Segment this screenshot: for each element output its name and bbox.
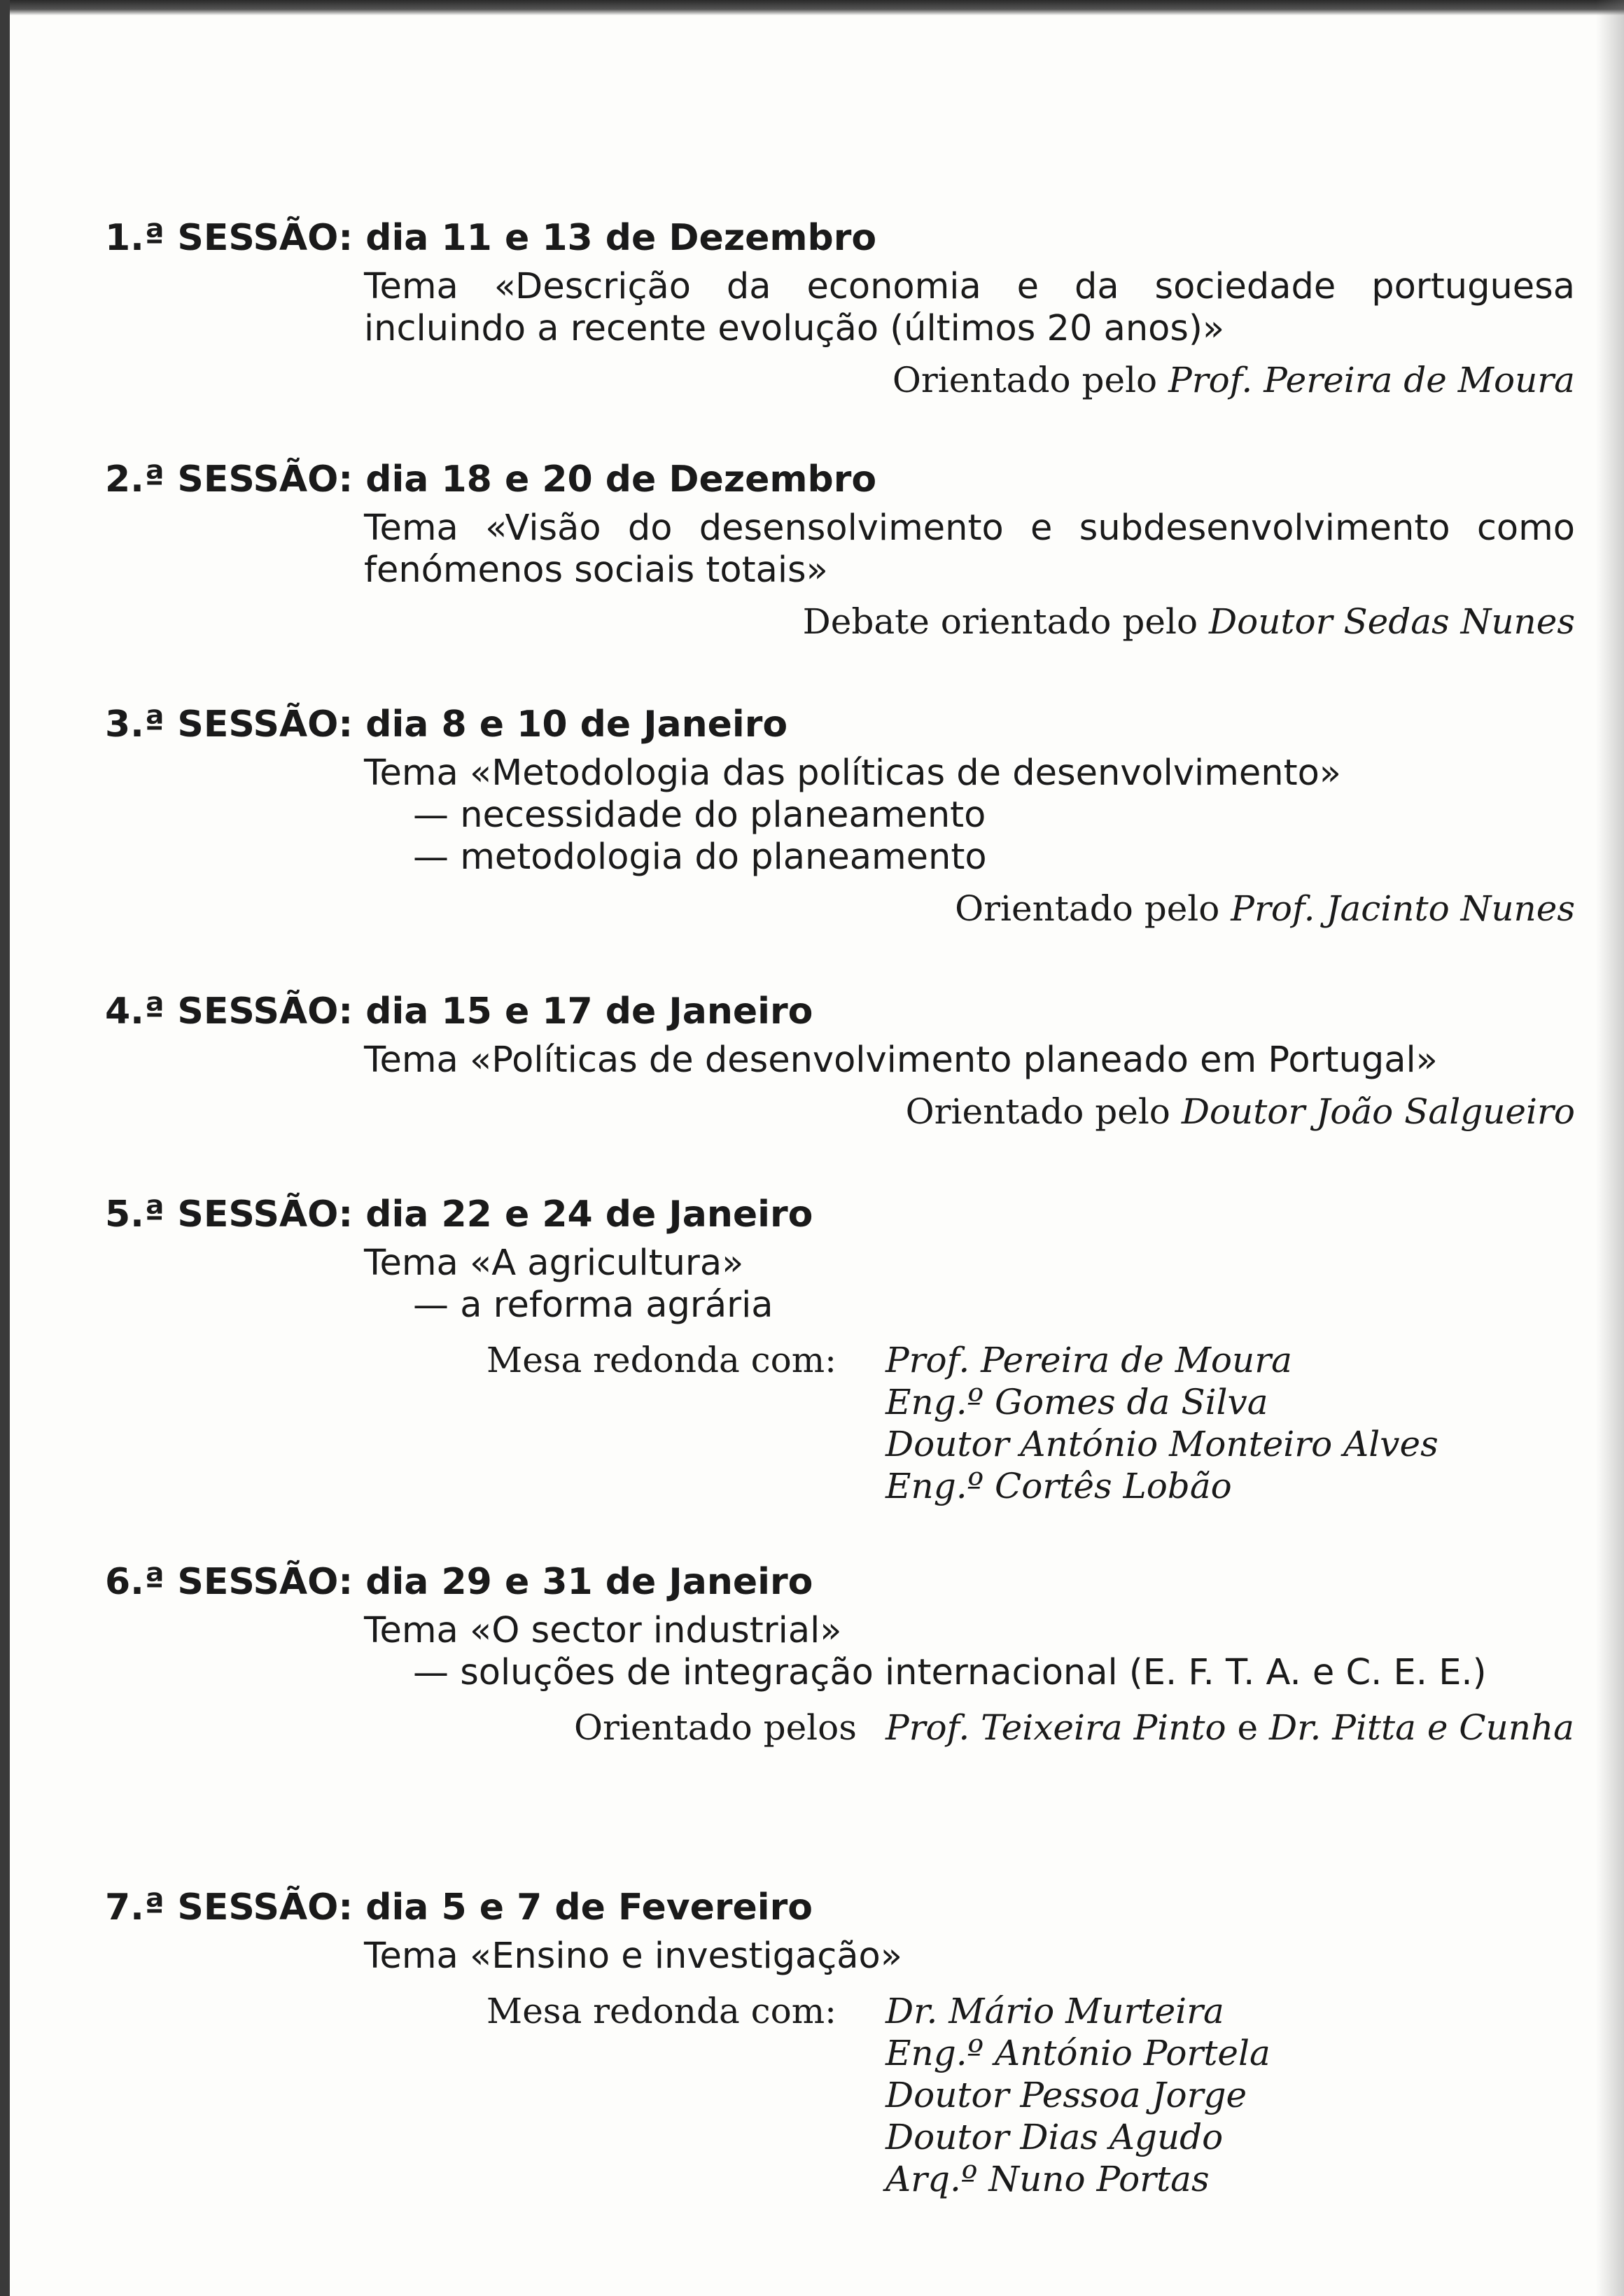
panel-discussion bbox=[105, 1990, 1491, 2200]
moderator-prefix: Orientado pelo bbox=[955, 888, 1231, 929]
moderator-name: Prof. Jacinto Nunes bbox=[1231, 888, 1575, 929]
panel-member: Eng.º António Portela bbox=[886, 2033, 1270, 2073]
session-moderator bbox=[105, 360, 1575, 400]
session-heading: 5.ª SESSÃO: dia 22 e 24 de Janeiro bbox=[105, 1194, 813, 1236]
theme-subitem: — a reforma agrária bbox=[413, 1284, 774, 1326]
session-theme: Tema «Metodologia das políticas de desenvolvimento» bbox=[364, 752, 1341, 794]
moderator-prefix: Orientado pelo bbox=[892, 360, 1169, 400]
session-5 bbox=[105, 1194, 1491, 1507]
session-moderator bbox=[105, 888, 1575, 929]
session-4 bbox=[105, 990, 1575, 1132]
session-3 bbox=[105, 704, 1575, 929]
session-theme: Tema «Descrição da economia e da sociedade portuguesa incluindo a recente evolução (últimos 20 anos)» bbox=[364, 266, 1575, 349]
moderator-join: e bbox=[1226, 1707, 1270, 1748]
moderator-prefix: Debate orientado pelo bbox=[802, 601, 1209, 642]
panel-members bbox=[886, 1990, 1586, 2200]
session-heading: 4.ª SESSÃO: dia 15 e 17 de Janeiro bbox=[105, 990, 813, 1032]
panel-member: Dr. Mário Murteira bbox=[886, 1991, 1224, 2031]
session-theme: Tema «Políticas de desenvolvimento planeado em Portugal» bbox=[364, 1040, 1438, 1081]
panel-label: Mesa redonda com: bbox=[486, 1991, 837, 2031]
panel-member: Eng.º Cortês Lobão bbox=[886, 1466, 1232, 1506]
session-heading: 6.ª SESSÃO: dia 29 e 31 de Janeiro bbox=[105, 1561, 813, 1603]
session-moderators bbox=[105, 1707, 1574, 1749]
session-moderator bbox=[105, 601, 1575, 642]
session-heading: 3.ª SESSÃO: dia 8 e 10 de Janeiro bbox=[105, 704, 788, 746]
session-2 bbox=[105, 458, 1575, 642]
session-heading: 2.ª SESSÃO: dia 18 e 20 de Dezembro bbox=[105, 458, 877, 500]
panel-label: Mesa redonda com: bbox=[486, 1340, 837, 1380]
scan-edge-left bbox=[0, 0, 10, 2296]
panel-member: Doutor Pessoa Jorge bbox=[886, 2075, 1247, 2115]
moderators-label: Orientado pelos bbox=[574, 1707, 857, 1748]
theme-subitem: — metodologia do planeamento bbox=[413, 836, 987, 878]
session-theme: Tema «Ensino e investigação» bbox=[364, 1935, 902, 1977]
session-moderator bbox=[105, 1091, 1575, 1132]
session-heading: 1.ª SESSÃO: dia 11 e 13 de Dezembro bbox=[105, 217, 877, 259]
panel-member: Eng.º Gomes da Silva bbox=[886, 1382, 1268, 1422]
panel-member: Arq.º Nuno Portas bbox=[886, 2159, 1210, 2199]
moderator-name: Prof. Teixeira Pinto bbox=[886, 1707, 1226, 1748]
panel-member: Doutor António Monteiro Alves bbox=[886, 1424, 1438, 1464]
session-6 bbox=[105, 1561, 1574, 1749]
moderator-names bbox=[886, 1707, 1586, 1749]
session-1 bbox=[105, 217, 1575, 400]
moderator-name: Dr. Pitta e Cunha bbox=[1269, 1707, 1574, 1748]
session-7 bbox=[105, 1886, 1491, 2200]
scan-edge-right bbox=[1596, 0, 1624, 2296]
session-theme: Tema «Visão do desensolvimento e subdesenvolvimento como fenómenos sociais totais» bbox=[364, 507, 1575, 591]
session-heading: 7.ª SESSÃO: dia 5 e 7 de Fevereiro bbox=[105, 1886, 813, 1928]
scan-edge-top bbox=[0, 0, 1624, 15]
panel-discussion bbox=[105, 1339, 1491, 1507]
panel-member: Prof. Pereira de Moura bbox=[886, 1340, 1292, 1380]
moderator-prefix: Orientado pelo bbox=[905, 1091, 1182, 1132]
theme-subitem: — necessidade do planeamento bbox=[413, 794, 986, 836]
panel-members bbox=[886, 1339, 1586, 1507]
theme-subitem: — soluções de integração internacional (E. F. T. A. e C. E. E.) bbox=[413, 1652, 1487, 1693]
panel-member: Doutor Dias Agudo bbox=[886, 2117, 1224, 2157]
session-theme: Tema «A agricultura» bbox=[364, 1242, 744, 1284]
session-theme: Tema «O sector industrial» bbox=[364, 1610, 842, 1651]
moderator-name: Doutor João Salgueiro bbox=[1181, 1091, 1575, 1132]
moderator-name: Prof. Pereira de Moura bbox=[1168, 360, 1575, 400]
moderator-name: Doutor Sedas Nunes bbox=[1209, 601, 1575, 642]
